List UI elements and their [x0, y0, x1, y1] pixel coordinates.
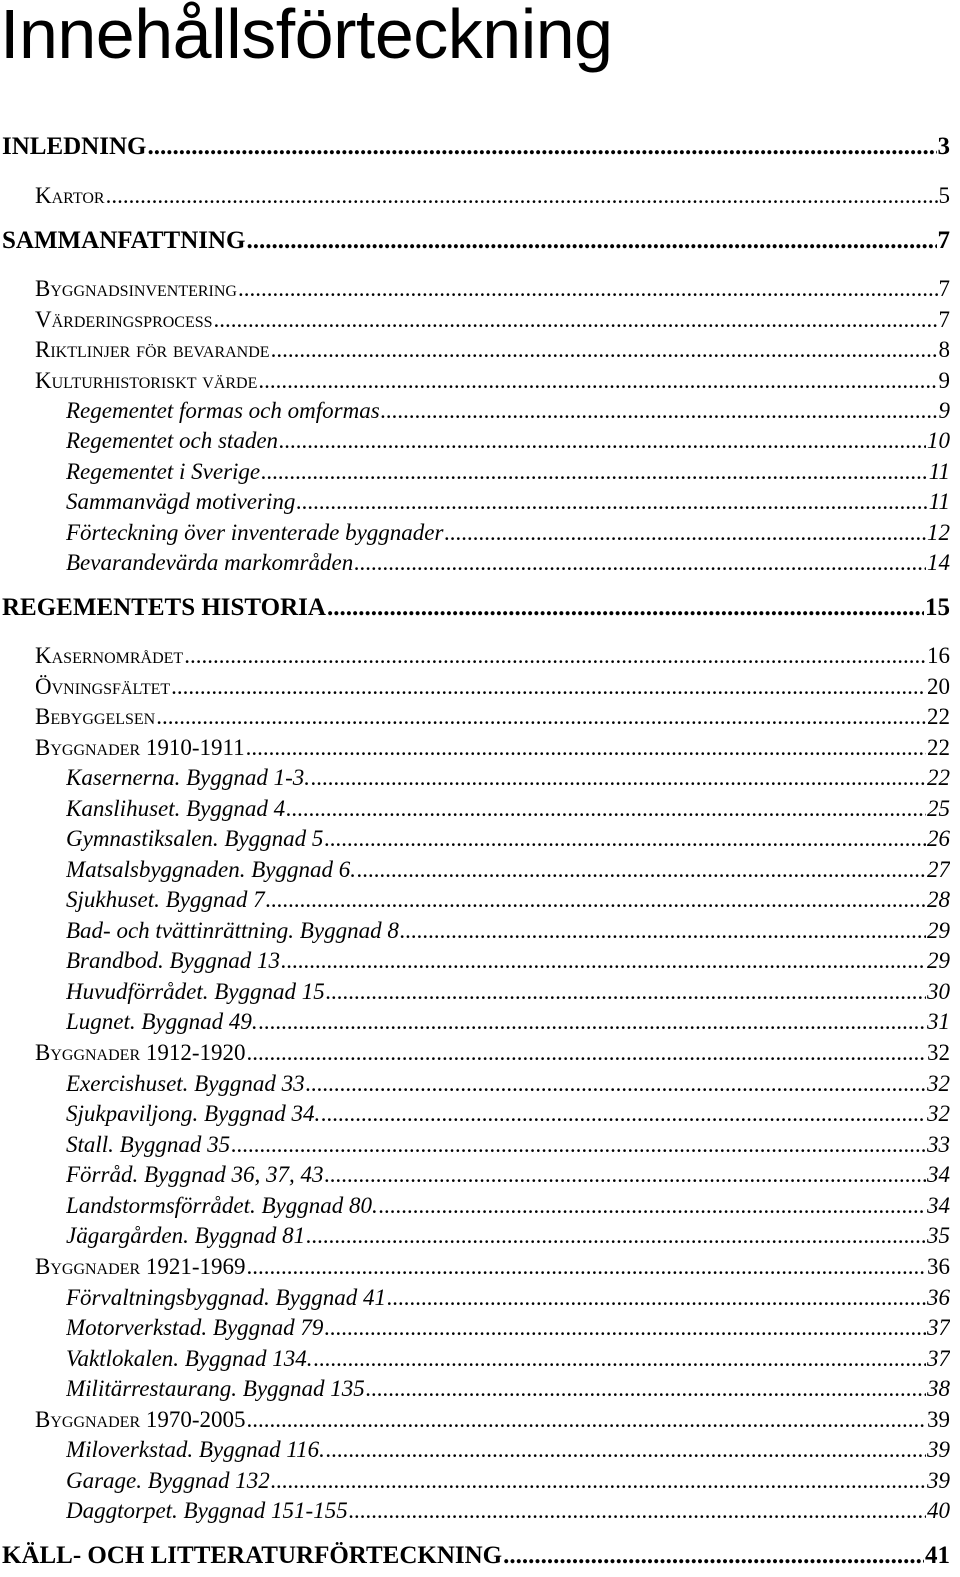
- toc-entry[interactable]: [66, 488, 950, 516]
- toc-entry-page-number: 10: [927, 428, 950, 453]
- toc-entry-label: Bad- och tvättinrättning. Byggnad 8: [66, 918, 399, 943]
- toc-entry-label: Garage. Byggnad 132: [66, 1468, 270, 1493]
- toc-entry-label: Daggtorpet. Byggnad 151-155: [66, 1498, 348, 1523]
- toc-entry-label: Byggnadsinventering: [35, 276, 237, 301]
- toc-entry[interactable]: [66, 1345, 950, 1373]
- toc-entry[interactable]: [66, 1192, 950, 1220]
- toc-entry[interactable]: [35, 1253, 950, 1281]
- toc-entry[interactable]: [66, 795, 950, 823]
- toc-entry-page-number: 20: [927, 674, 950, 699]
- toc-entry[interactable]: [66, 549, 950, 577]
- toc-entry[interactable]: [35, 306, 950, 334]
- toc-entry-label: KÄLL- OCH LITTERATURFÖRTECKNING: [2, 1542, 503, 1569]
- toc-dot-leader: [366, 1375, 926, 1403]
- toc-entry-label: Bebyggelsen: [35, 704, 156, 729]
- toc-entry[interactable]: [66, 978, 950, 1006]
- toc-entry[interactable]: [66, 1497, 950, 1525]
- toc-entry[interactable]: [66, 1222, 950, 1250]
- toc-dot-leader: [147, 132, 936, 162]
- toc-entry-label: SAMMANFATTNING: [2, 227, 246, 254]
- toc-entry-page-number: 11: [928, 459, 950, 484]
- toc-entry-page-number: 33: [927, 1132, 950, 1157]
- toc-entry-page-number: 41: [925, 1542, 950, 1569]
- toc-entry-label: Exercishuset. Byggnad 33: [66, 1071, 305, 1096]
- toc-entry-page-number: 38: [927, 1376, 950, 1401]
- toc-dot-leader: [261, 458, 928, 486]
- toc-dot-leader: [258, 367, 937, 395]
- toc-entry-page-number: 30: [927, 979, 950, 1004]
- toc-entry-label: Miloverkstad. Byggnad 116.: [66, 1437, 325, 1462]
- toc-entry[interactable]: [66, 1008, 950, 1036]
- toc-entry[interactable]: [66, 397, 950, 425]
- toc-dot-leader: [266, 886, 926, 914]
- toc-entry-page-number: 34: [927, 1162, 950, 1187]
- toc-entry[interactable]: [66, 917, 950, 945]
- toc-entry-label: Regementet och staden: [66, 428, 279, 453]
- toc-entry-label: Byggnader 1912-1920: [35, 1040, 246, 1065]
- toc-entry-page-number: 9: [938, 398, 950, 423]
- toc-dot-leader: [400, 917, 926, 945]
- toc-entry[interactable]: [66, 1436, 950, 1464]
- toc-entry-label: Värderingsprocess: [35, 307, 213, 332]
- toc-entry[interactable]: [66, 458, 950, 486]
- toc-entry-label: Sjukhuset. Byggnad 7: [66, 887, 265, 912]
- toc-entry-label: Sjukpaviljong. Byggnad 34.: [66, 1101, 321, 1126]
- toc-entry-label: Matsalsbyggnaden. Byggnad 6.: [66, 857, 357, 882]
- toc-entry-page-number: 14: [927, 550, 950, 575]
- toc-entry[interactable]: [66, 1284, 950, 1312]
- toc-entry[interactable]: [35, 367, 950, 395]
- toc-entry[interactable]: [66, 427, 950, 455]
- toc-dot-leader: [279, 427, 926, 455]
- toc-entry[interactable]: [66, 1375, 950, 1403]
- toc-entry[interactable]: [35, 336, 950, 364]
- toc-entry-label: INLEDNING: [2, 133, 147, 160]
- toc-entry[interactable]: [35, 673, 950, 701]
- toc-entry[interactable]: [66, 1467, 950, 1495]
- toc-entry[interactable]: [66, 519, 950, 547]
- toc-dot-leader: [246, 734, 926, 762]
- toc-dot-leader: [281, 947, 926, 975]
- toc-entry[interactable]: [35, 275, 950, 303]
- toc-entry-label: Sammanvägd motivering: [66, 489, 296, 514]
- toc-entry-label: Stall. Byggnad 35: [66, 1132, 231, 1157]
- toc-entry-page-number: 25: [927, 796, 950, 821]
- toc-entry[interactable]: [2, 1541, 950, 1571]
- toc-dot-leader: [503, 1541, 924, 1571]
- toc-entry-page-number: 8: [938, 337, 950, 362]
- toc-dot-leader: [259, 1008, 926, 1036]
- toc-entry-label: Kanslihuset. Byggnad 4: [66, 796, 286, 821]
- toc-entry[interactable]: [66, 1100, 950, 1128]
- toc-entry-page-number: 39: [927, 1407, 950, 1432]
- toc-dot-leader: [156, 703, 926, 731]
- toc-dot-leader: [286, 795, 926, 823]
- toc-dot-leader: [324, 1314, 926, 1342]
- toc-entry-label: Regementet i Sverige: [66, 459, 261, 484]
- toc-entry-label: Kartor: [35, 183, 105, 208]
- toc-dot-leader: [214, 306, 938, 334]
- toc-entry-page-number: 36: [927, 1254, 950, 1279]
- toc-dot-leader: [247, 1039, 926, 1067]
- toc-entry-label: Landstormsförrådet. Byggnad 80.: [66, 1193, 378, 1218]
- toc-dot-leader: [296, 488, 927, 516]
- toc-entry-label: Bevarandevärda markområden: [66, 550, 354, 575]
- toc-entry-label: Brandbod. Byggnad 13: [66, 948, 281, 973]
- toc-entry-label: Regementet formas och omformas: [66, 398, 380, 423]
- toc-entry-label: Kulturhistoriskt värde: [35, 368, 258, 393]
- toc-entry-page-number: 7: [937, 227, 950, 254]
- toc-entry-page-number: 7: [938, 307, 950, 332]
- toc-dot-leader: [306, 1222, 926, 1250]
- toc-entry-page-number: 9: [938, 368, 950, 393]
- toc-entry-label: Byggnader 1910-1911: [35, 735, 245, 760]
- toc-entry-page-number: 39: [927, 1468, 950, 1493]
- toc-entry-page-number: 31: [927, 1009, 950, 1034]
- toc-entry-page-number: 16: [927, 643, 950, 668]
- toc-entry-label: Lugnet. Byggnad 49.: [66, 1009, 258, 1034]
- toc-entry-page-number: 22: [927, 765, 950, 790]
- toc-entry-page-number: 37: [927, 1315, 950, 1340]
- page-title: Innehållsförteckning: [0, 0, 613, 73]
- toc-entry-page-number: 12: [927, 520, 950, 545]
- toc-entry-label: Byggnader 1921-1969: [35, 1254, 246, 1279]
- toc-dot-leader: [327, 593, 924, 623]
- toc-entry-page-number: 35: [927, 1223, 950, 1248]
- toc-entry-page-number: 7: [938, 276, 950, 301]
- toc-entry-page-number: 22: [927, 735, 950, 760]
- toc-dot-leader: [321, 1100, 926, 1128]
- toc-entry-label: Militärrestaurang. Byggnad 135: [66, 1376, 365, 1401]
- toc-entry-page-number: 26: [927, 826, 950, 851]
- toc-dot-leader: [381, 397, 938, 425]
- toc-entry[interactable]: [66, 886, 950, 914]
- toc-dot-leader: [326, 1436, 926, 1464]
- toc-entry-label: Huvudförrådet. Byggnad 15: [66, 979, 325, 1004]
- toc-entry-label: Förvaltningsbyggnad. Byggnad 41: [66, 1285, 387, 1310]
- toc-entry-label: Kasernerna. Byggnad 1-3.: [66, 765, 311, 790]
- toc-entry-page-number: 29: [927, 948, 950, 973]
- toc-entry[interactable]: [66, 1314, 950, 1342]
- toc-dot-leader: [271, 336, 938, 364]
- toc-entry-page-number: 29: [927, 918, 950, 943]
- toc-entry-label: Förteckning över inventerade byggnader: [66, 520, 444, 545]
- toc-entry-page-number: 3: [937, 133, 950, 160]
- toc-dot-leader: [444, 519, 926, 547]
- toc-dot-leader: [247, 1406, 926, 1434]
- toc-entry-label: Kasernområdet: [35, 643, 184, 668]
- toc-entry[interactable]: [66, 825, 950, 853]
- toc-entry-page-number: 39: [927, 1437, 950, 1462]
- toc-entry[interactable]: [35, 1039, 950, 1067]
- toc-dot-leader: [349, 1497, 926, 1525]
- toc-dot-leader: [357, 856, 926, 884]
- toc-entry-page-number: 28: [927, 887, 950, 912]
- toc-entry[interactable]: [2, 226, 950, 256]
- toc-entry[interactable]: [35, 734, 950, 762]
- toc-entry[interactable]: [66, 764, 950, 792]
- toc-dot-leader: [326, 978, 926, 1006]
- toc-entry-label: Riktlinjer för bevarande: [35, 337, 270, 362]
- toc-dot-leader: [314, 1345, 926, 1373]
- toc-dot-leader: [324, 825, 926, 853]
- toc-dot-leader: [271, 1467, 926, 1495]
- toc-entry-page-number: 36: [927, 1285, 950, 1310]
- toc-entry-label: Förråd. Byggnad 36, 37, 43: [66, 1162, 324, 1187]
- toc-entry-label: Byggnader 1970-2005: [35, 1407, 246, 1432]
- toc-entry[interactable]: [66, 1161, 950, 1189]
- toc-dot-leader: [324, 1161, 926, 1189]
- toc-entry-page-number: 40: [927, 1498, 950, 1523]
- toc-dot-leader: [171, 673, 926, 701]
- toc-dot-leader: [306, 1070, 926, 1098]
- toc-dot-leader: [379, 1192, 926, 1220]
- toc-entry-page-number: 37: [927, 1346, 950, 1371]
- toc-entry[interactable]: [35, 1406, 950, 1434]
- toc-entry-label: Jägargården. Byggnad 81: [66, 1223, 306, 1248]
- toc-entry[interactable]: [2, 593, 950, 623]
- toc-entry-page-number: 32: [927, 1101, 950, 1126]
- toc-entry-page-number: 32: [927, 1071, 950, 1096]
- toc-entry[interactable]: [66, 947, 950, 975]
- toc-dot-leader: [311, 764, 926, 792]
- toc-entry-page-number: 22: [927, 704, 950, 729]
- toc-entry-label: REGEMENTETS HISTORIA: [2, 594, 326, 621]
- toc-dot-leader: [106, 182, 938, 210]
- toc-entry-page-number: 5: [938, 183, 950, 208]
- toc-entry[interactable]: [35, 703, 950, 731]
- toc-entry-page-number: 34: [927, 1193, 950, 1218]
- toc-dot-leader: [231, 1131, 926, 1159]
- toc-entry-page-number: 11: [928, 489, 950, 514]
- toc-dot-leader: [247, 1253, 926, 1281]
- toc-dot-leader: [184, 642, 926, 670]
- toc-dot-leader: [247, 226, 937, 256]
- toc-dot-leader: [238, 275, 938, 303]
- toc-dot-leader: [387, 1284, 926, 1312]
- toc-entry-page-number: 32: [927, 1040, 950, 1065]
- toc-entry-label: Motorverkstad. Byggnad 79: [66, 1315, 324, 1340]
- toc-entry[interactable]: [35, 642, 950, 670]
- toc-dot-leader: [354, 549, 926, 577]
- toc-entry[interactable]: [66, 1131, 950, 1159]
- toc-entry-label: Övningsfältet: [35, 674, 171, 699]
- toc-entry[interactable]: [66, 1070, 950, 1098]
- toc-entry-label: Gymnastiksalen. Byggnad 5: [66, 826, 324, 851]
- toc-entry[interactable]: [35, 182, 950, 210]
- toc-entry-page-number: 27: [927, 857, 950, 882]
- toc-entry-page-number: 15: [925, 594, 950, 621]
- toc-entry[interactable]: [66, 856, 950, 884]
- toc-entry[interactable]: [2, 132, 950, 162]
- toc-entry-label: Vaktlokalen. Byggnad 134.: [66, 1346, 313, 1371]
